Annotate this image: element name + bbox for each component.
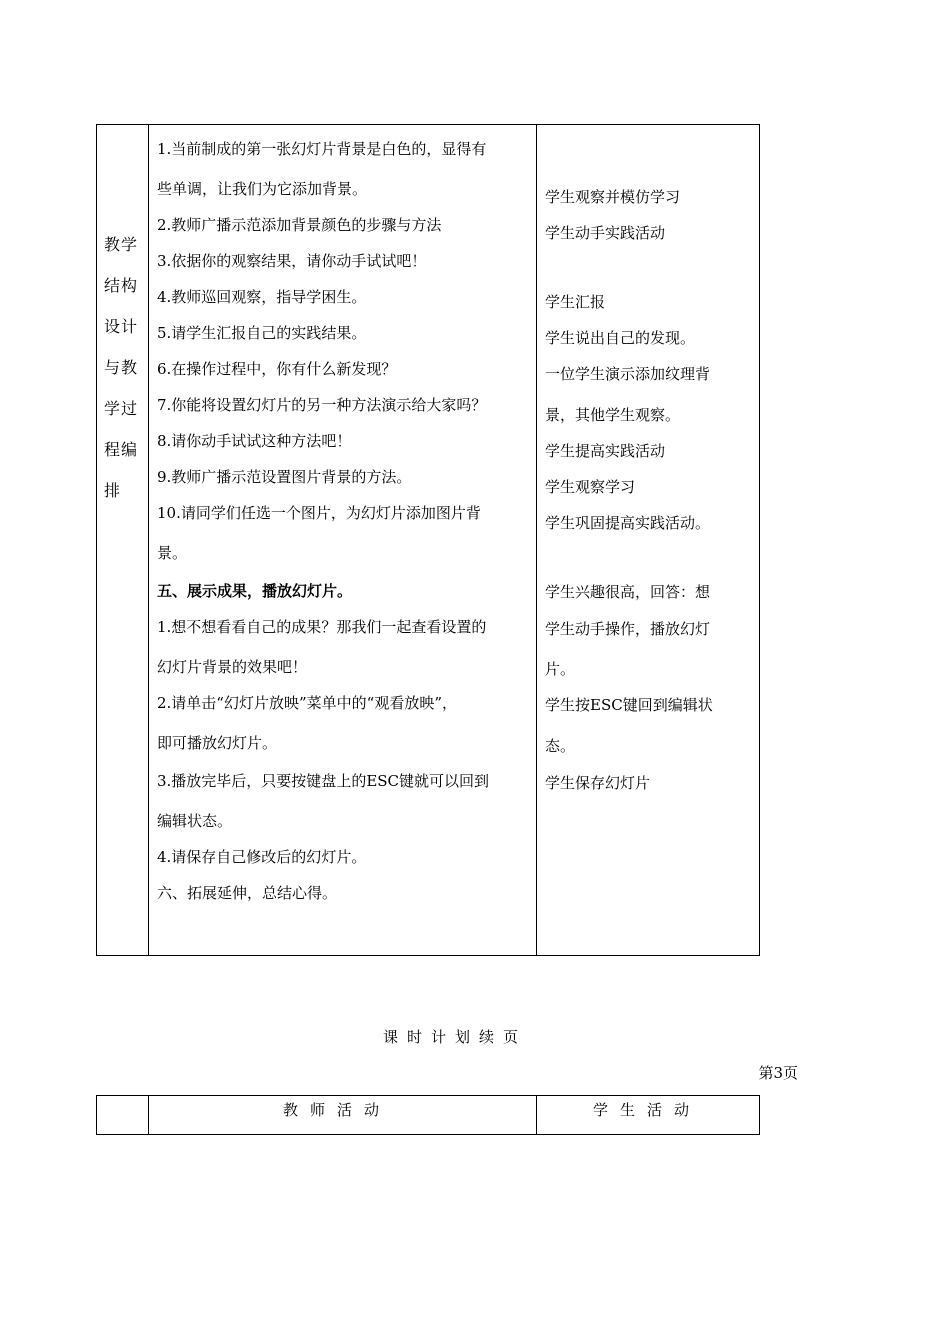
teacher-activity-line: 编辑状态。	[157, 812, 233, 830]
page-number: 第3页	[758, 1064, 798, 1082]
student-activity-line: 景，其他学生观察。	[545, 406, 681, 424]
student-activity-line: 态。	[545, 737, 576, 755]
teacher-activity-line: 5.请学生汇报自己的实践结果。	[157, 324, 367, 342]
section-label-line: 与教	[104, 358, 139, 377]
section-label-line: 设计	[104, 317, 139, 336]
teacher-activity-line: 即可播放幻灯片。	[157, 734, 278, 752]
student-activity-line: 学生动手操作，播放幻灯	[545, 620, 711, 638]
section-label-line: 程编	[104, 440, 139, 459]
teacher-activity-header: 教师活动	[282, 1101, 391, 1119]
teacher-activity-line: 六、拓展延伸，总结心得。	[157, 884, 338, 902]
student-activity-line: 学生按ESC键回到编辑状	[545, 696, 713, 714]
student-activity-line: 学生观察学习	[545, 478, 636, 496]
teacher-activity-line: 1.想不想看看自己的成果？那我们一起查看设置的	[157, 618, 487, 636]
student-activity-line: 学生动手实践活动	[545, 224, 666, 242]
teacher-activity-line: 1.当前制成的第一张幻灯片背景是白色的，显得有	[157, 140, 487, 158]
student-activity-line: 学生提高实践活动	[545, 442, 666, 460]
teacher-activity-line: 4.请保存自己修改后的幻灯片。	[157, 848, 367, 866]
column-divider-left	[148, 125, 149, 955]
teacher-activity-line: 7.你能将设置幻灯片的另一种方法演示给大家吗？	[157, 396, 487, 414]
student-activity-line: 学生汇报	[545, 293, 606, 311]
teacher-activity-line: 8.请你动手试试这种方法吧！	[157, 432, 352, 450]
student-activity-header: 学生活动	[592, 1101, 701, 1119]
page-heading: 课时计划续页	[382, 1028, 527, 1046]
student-activity-line: 学生兴趣很高，回答：想	[545, 583, 711, 601]
teacher-activity-line: 五、展示成果，播放幻灯片。	[157, 582, 353, 600]
student-activity-line: 学生观察并模仿学习	[545, 188, 681, 206]
section-label-line: 结构	[104, 276, 139, 295]
column-divider-left	[148, 1096, 149, 1134]
student-activity-line: 学生保存幻灯片	[545, 774, 651, 792]
teacher-activity-line: 3.依据你的观察结果，请你动手试试吧！	[157, 252, 427, 270]
teacher-activity-line: 些单调，让我们为它添加背景。	[157, 180, 368, 198]
section-label	[104, 224, 144, 511]
student-activity-line: 学生说出自己的发现。	[545, 329, 696, 347]
section-label-line: 学过	[104, 399, 139, 418]
student-activity-line: 学生巩固提高实践活动。	[545, 514, 711, 532]
column-divider-right	[536, 125, 537, 955]
section-label-line: 排	[104, 481, 122, 500]
teacher-activity-line: 2.请单击“幻灯片放映”菜单中的“观看放映”，	[157, 694, 457, 712]
teacher-activity-line: 9.教师广播示范设置图片背景的方法。	[157, 468, 412, 486]
student-activity-line: 片。	[545, 660, 576, 678]
section-label-line: 教学	[104, 235, 139, 254]
student-activity-line: 一位学生演示添加纹理背	[545, 365, 711, 383]
teacher-activity-line: 2.教师广播示范添加背景颜色的步骤与方法	[157, 216, 442, 234]
teacher-activity-line: 4.教师巡回观察，指导学困生。	[157, 288, 367, 306]
teacher-activity-line: 10.请同学们任选一个图片，为幻灯片添加图片背	[157, 504, 481, 522]
continuation-table-header	[96, 1095, 760, 1135]
teacher-activity-line: 3.播放完毕后，只要按键盘上的ESC键就可以回到	[157, 772, 490, 790]
teacher-activity-line: 幻灯片背景的效果吧！	[157, 658, 308, 676]
column-divider-right	[536, 1096, 537, 1134]
lesson-table	[96, 124, 760, 956]
teacher-activity-line: 景。	[157, 544, 188, 562]
teacher-activity-line: 6.在操作过程中，你有什么新发现？	[157, 360, 397, 378]
